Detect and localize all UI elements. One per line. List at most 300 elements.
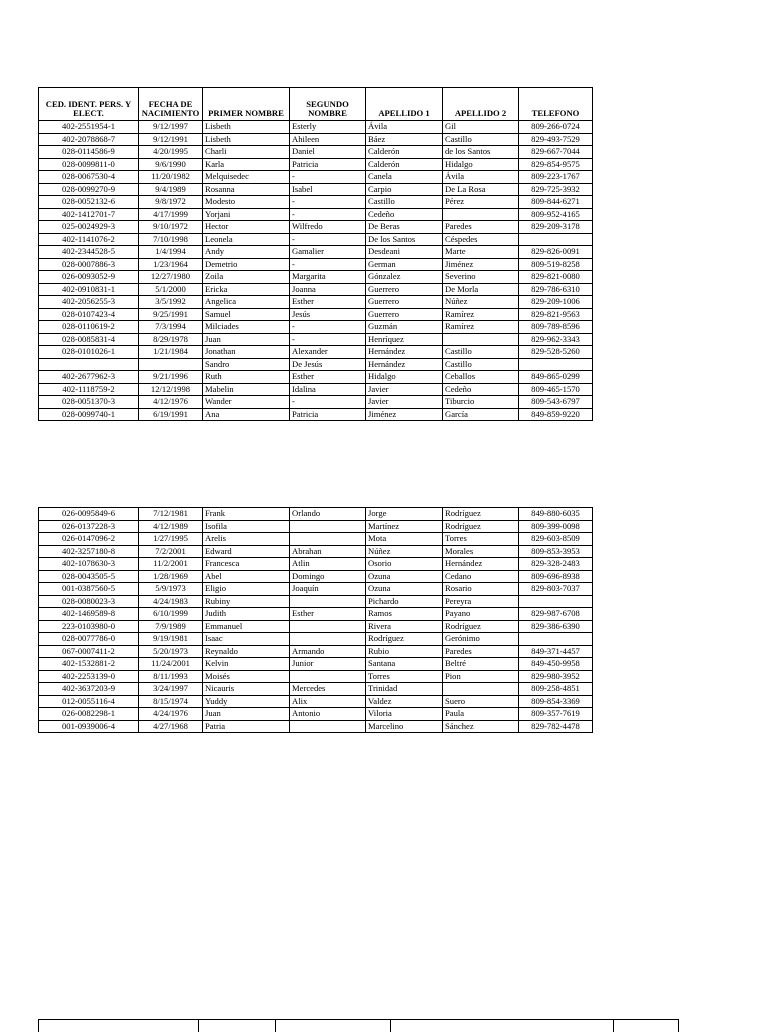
column-divider [390, 1020, 391, 1032]
cell-apellido-2: De La Rosa [443, 183, 519, 196]
cell-apellido-1: De los Santos [366, 233, 443, 246]
column-divider [613, 1020, 614, 1032]
cell-telefono [519, 595, 593, 608]
cell-primer-nombre: Emmanuel [203, 620, 290, 633]
cell-telefono: 849-865-0299 [519, 371, 593, 384]
cell-cedula: 402-2253139-0 [39, 670, 139, 683]
cell-apellido-2: Morales [443, 545, 519, 558]
cell-apellido-1: Javier [366, 383, 443, 396]
cell-apellido-1: Ozuna [366, 583, 443, 596]
cell-primer-nombre: Rubiny [203, 595, 290, 608]
cell-fecha-nacimiento: 7/9/1989 [139, 620, 203, 633]
cell-fecha-nacimiento: 3/24/1997 [139, 683, 203, 696]
cell-primer-nombre: Angelica [203, 296, 290, 309]
cell-apellido-1: Hernández [366, 358, 443, 371]
cell-telefono: 809-844-6271 [519, 196, 593, 209]
cell-apellido-1: Pichardo [366, 595, 443, 608]
table-row [39, 283, 593, 296]
cell-fecha-nacimiento: 1/4/1994 [139, 246, 203, 259]
cell-telefono [519, 233, 593, 246]
cell-fecha-nacimiento: 4/12/1976 [139, 396, 203, 409]
cell-cedula: 402-0910831-1 [39, 283, 139, 296]
cell-apellido-1: Jorge [366, 508, 443, 521]
cell-apellido-2: Rodríguez [443, 508, 519, 521]
cell-apellido-2: Castillo [443, 133, 519, 146]
table-row [39, 683, 593, 696]
table-row [39, 333, 593, 346]
cell-segundo-nombre: Abrahan [290, 545, 366, 558]
table-row [39, 308, 593, 321]
cell-primer-nombre: Hector [203, 221, 290, 234]
cell-segundo-nombre: Patricia [290, 158, 366, 171]
cell-primer-nombre: Abel [203, 570, 290, 583]
table-row [39, 146, 593, 159]
table-row [39, 583, 593, 596]
cell-segundo-nombre [290, 533, 366, 546]
cell-apellido-2: Suero [443, 695, 519, 708]
cell-apellido-1: Osorio [366, 558, 443, 571]
table-row [39, 396, 593, 409]
table-row [39, 233, 593, 246]
cell-apellido-1: Javier [366, 396, 443, 409]
cell-cedula: 028-0107423-4 [39, 308, 139, 321]
cell-telefono: 809-543-6797 [519, 396, 593, 409]
cell-apellido-2: Gerónimo [443, 633, 519, 646]
cell-fecha-nacimiento: 11/24/2001 [139, 658, 203, 671]
cell-cedula: 067-0007411-2 [39, 645, 139, 658]
cell-fecha-nacimiento: 1/23/1964 [139, 258, 203, 271]
cell-telefono: 809-952-4165 [519, 208, 593, 221]
cell-segundo-nombre [290, 595, 366, 608]
cell-primer-nombre: Modesto [203, 196, 290, 209]
cell-telefono: 809-266-0724 [519, 121, 593, 134]
cell-telefono: 829-987-6708 [519, 608, 593, 621]
cell-segundo-nombre: Esterly [290, 121, 366, 134]
cell-apellido-1: Henríquez [366, 333, 443, 346]
cell-fecha-nacimiento: 9/4/1989 [139, 183, 203, 196]
cell-cedula: 402-2677962-3 [39, 371, 139, 384]
cell-segundo-nombre: Margarita [290, 271, 366, 284]
cell-telefono: 809-465-1570 [519, 383, 593, 396]
cell-primer-nombre: Nicauris [203, 683, 290, 696]
cell-cedula: 028-0052132-6 [39, 196, 139, 209]
cell-cedula: 223-0103980-0 [39, 620, 139, 633]
cell-primer-nombre: Edward [203, 545, 290, 558]
cell-telefono: 829-725-3932 [519, 183, 593, 196]
records-table-3-top-edge [38, 1019, 679, 1032]
cell-cedula: 402-3257180-8 [39, 545, 139, 558]
cell-apellido-2: Hidalgo [443, 158, 519, 171]
cell-segundo-nombre: Alix [290, 695, 366, 708]
cell-cedula: 028-0110619-2 [39, 321, 139, 334]
cell-cedula: 028-0085831-4 [39, 333, 139, 346]
cell-fecha-nacimiento: 9/25/1991 [139, 308, 203, 321]
table-row [39, 620, 593, 633]
cell-apellido-2: Beltré [443, 658, 519, 671]
cell-segundo-nombre: - [290, 258, 366, 271]
cell-cedula: 402-1118759-2 [39, 383, 139, 396]
cell-primer-nombre: Juan [203, 708, 290, 721]
header-telefono: TELEFONO [519, 88, 593, 121]
cell-apellido-2: Paredes [443, 645, 519, 658]
cell-fecha-nacimiento: 9/19/1981 [139, 633, 203, 646]
cell-apellido-1: Marcelino [366, 720, 443, 733]
cell-telefono: 829-328-2483 [519, 558, 593, 571]
table-row [39, 183, 593, 196]
cell-apellido-1: Gónzalez [366, 271, 443, 284]
cell-cedula: 026-0093052-9 [39, 271, 139, 284]
table-row [39, 695, 593, 708]
cell-apellido-1: Calderón [366, 158, 443, 171]
cell-segundo-nombre: - [290, 196, 366, 209]
table-row [39, 570, 593, 583]
cell-segundo-nombre: Atlin [290, 558, 366, 571]
records-table-2 [38, 507, 593, 733]
cell-telefono: 849-450-9958 [519, 658, 593, 671]
cell-apellido-2 [443, 683, 519, 696]
table-row [39, 658, 593, 671]
cell-apellido-2: Sánchez [443, 720, 519, 733]
cell-cedula: 028-0051370-3 [39, 396, 139, 409]
cell-fecha-nacimiento: 5/20/1973 [139, 645, 203, 658]
table-row [39, 670, 593, 683]
cell-apellido-1: Guerrero [366, 308, 443, 321]
cell-apellido-2: De Morla [443, 283, 519, 296]
cell-fecha-nacimiento: 12/12/1998 [139, 383, 203, 396]
cell-primer-nombre: Arelis [203, 533, 290, 546]
cell-primer-nombre: Ana [203, 408, 290, 421]
cell-segundo-nombre: - [290, 208, 366, 221]
cell-fecha-nacimiento: 7/10/1998 [139, 233, 203, 246]
cell-telefono: 829-803-7037 [519, 583, 593, 596]
cell-primer-nombre: Wander [203, 396, 290, 409]
cell-telefono: 829-854-9575 [519, 158, 593, 171]
cell-segundo-nombre [290, 720, 366, 733]
cell-cedula: 028-0099740-1 [39, 408, 139, 421]
table-row [39, 358, 593, 371]
cell-apellido-1: Rodríguez [366, 633, 443, 646]
table-row [39, 708, 593, 721]
cell-telefono: 829-782-4478 [519, 720, 593, 733]
cell-primer-nombre: Melquisedec [203, 171, 290, 184]
cell-segundo-nombre: - [290, 171, 366, 184]
cell-primer-nombre: Jonathan [203, 346, 290, 359]
cell-telefono: 849-859-9220 [519, 408, 593, 421]
table-row [39, 196, 593, 209]
cell-apellido-1: Martínez [366, 520, 443, 533]
cell-cedula: 028-0043505-5 [39, 570, 139, 583]
cell-apellido-2: Rodríguez [443, 620, 519, 633]
cell-segundo-nombre: Alexander [290, 346, 366, 359]
cell-fecha-nacimiento: 6/19/1991 [139, 408, 203, 421]
table-row [39, 383, 593, 396]
cell-fecha-nacimiento: 4/24/1976 [139, 708, 203, 721]
cell-apellido-1: Rubio [366, 645, 443, 658]
cell-apellido-1: Torres [366, 670, 443, 683]
cell-primer-nombre: Mabelin [203, 383, 290, 396]
cell-fecha-nacimiento: 9/12/1991 [139, 133, 203, 146]
table-row [39, 633, 593, 646]
cell-segundo-nombre: Gamalier [290, 246, 366, 259]
cell-apellido-1: Calderón [366, 146, 443, 159]
cell-telefono: 829-493-7529 [519, 133, 593, 146]
cell-primer-nombre: Milciades [203, 321, 290, 334]
cell-cedula: 012-0055116-4 [39, 695, 139, 708]
cell-cedula: 001-0939006-4 [39, 720, 139, 733]
cell-segundo-nombre: - [290, 333, 366, 346]
column-divider [678, 1020, 679, 1032]
cell-segundo-nombre: Joaquín [290, 583, 366, 596]
cell-fecha-nacimiento: 4/20/1995 [139, 146, 203, 159]
cell-primer-nombre: Lisbeth [203, 121, 290, 134]
cell-fecha-nacimiento: 9/21/1996 [139, 371, 203, 384]
cell-primer-nombre: Yorjani [203, 208, 290, 221]
cell-primer-nombre: Yuddy [203, 695, 290, 708]
cell-apellido-1: Trinidad [366, 683, 443, 696]
cell-telefono [519, 358, 593, 371]
cell-cedula: 402-3637203-9 [39, 683, 139, 696]
cell-apellido-1: Carpio [366, 183, 443, 196]
cell-segundo-nombre [290, 520, 366, 533]
cell-telefono: 809-258-4851 [519, 683, 593, 696]
cell-cedula: 026-0095849-6 [39, 508, 139, 521]
table-row [39, 520, 593, 533]
table-row [39, 296, 593, 309]
cell-segundo-nombre [290, 620, 366, 633]
cell-telefono: 829-821-9563 [519, 308, 593, 321]
table-row [39, 346, 593, 359]
cell-apellido-1: Mota [366, 533, 443, 546]
cell-fecha-nacimiento: 9/6/1990 [139, 158, 203, 171]
cell-segundo-nombre: Junior [290, 658, 366, 671]
cell-apellido-2: Tiburcio [443, 396, 519, 409]
cell-apellido-1: Núñez [366, 545, 443, 558]
cell-cedula: 001-0387560-5 [39, 583, 139, 596]
cell-cedula: 402-2078868-7 [39, 133, 139, 146]
cell-cedula: 028-0101026-1 [39, 346, 139, 359]
cell-segundo-nombre: Armando [290, 645, 366, 658]
cell-apellido-1: Hernández [366, 346, 443, 359]
cell-fecha-nacimiento: 4/17/1999 [139, 208, 203, 221]
table-row [39, 645, 593, 658]
cell-apellido-2: García [443, 408, 519, 421]
cell-cedula: 402-1078630-3 [39, 558, 139, 571]
cell-apellido-1: Castillo [366, 196, 443, 209]
cell-apellido-1: Jiménez [366, 408, 443, 421]
cell-cedula: 402-1532881-2 [39, 658, 139, 671]
cell-segundo-nombre: Orlando [290, 508, 366, 521]
header-row [39, 88, 593, 121]
cell-cedula: 402-1469589-8 [39, 608, 139, 621]
cell-fecha-nacimiento: 1/28/1969 [139, 570, 203, 583]
cell-apellido-2: Cedeño [443, 383, 519, 396]
cell-telefono: 809-854-3369 [519, 695, 593, 708]
cell-cedula: 026-0082298-1 [39, 708, 139, 721]
table-row [39, 208, 593, 221]
cell-primer-nombre: Ruth [203, 371, 290, 384]
cell-apellido-2: Ramírez [443, 308, 519, 321]
cell-primer-nombre: Lisbeth [203, 133, 290, 146]
cell-telefono: 829-826-0091 [519, 246, 593, 259]
cell-primer-nombre: Eligio [203, 583, 290, 596]
cell-apellido-2: Pion [443, 670, 519, 683]
header-cedula: CED. IDENT. PERS. Y ELECT. [39, 88, 139, 121]
cell-telefono: 829-386-6390 [519, 620, 593, 633]
cell-segundo-nombre: Mercedes [290, 683, 366, 696]
cell-primer-nombre: Patria [203, 720, 290, 733]
table-row [39, 121, 593, 134]
cell-cedula: 028-0007886-3 [39, 258, 139, 271]
cell-apellido-1: Ramos [366, 608, 443, 621]
cell-apellido-1: Valdez [366, 695, 443, 708]
cell-primer-nombre: Judith [203, 608, 290, 621]
column-divider [275, 1020, 276, 1032]
cell-segundo-nombre [290, 633, 366, 646]
cell-apellido-2: Rosario [443, 583, 519, 596]
cell-apellido-2: Gil [443, 121, 519, 134]
cell-cedula: 025-0024929-3 [39, 221, 139, 234]
cell-segundo-nombre: Esther [290, 296, 366, 309]
cell-apellido-2: Marte [443, 246, 519, 259]
table-row [39, 221, 593, 234]
cell-telefono: 809-399-0098 [519, 520, 593, 533]
cell-segundo-nombre: De Jesús [290, 358, 366, 371]
cell-segundo-nombre: Joanna [290, 283, 366, 296]
table-row [39, 258, 593, 271]
cell-telefono: 809-357-7619 [519, 708, 593, 721]
cell-fecha-nacimiento: 7/12/1981 [139, 508, 203, 521]
cell-primer-nombre: Juan [203, 333, 290, 346]
cell-primer-nombre: Moisés [203, 670, 290, 683]
cell-telefono: 829-209-1006 [519, 296, 593, 309]
cell-fecha-nacimiento: 3/5/1992 [139, 296, 203, 309]
cell-primer-nombre: Ericka [203, 283, 290, 296]
cell-apellido-1: Rivera [366, 620, 443, 633]
cell-fecha-nacimiento: 7/3/1994 [139, 321, 203, 334]
cell-segundo-nombre: Jesús [290, 308, 366, 321]
cell-cedula: 028-0080023-3 [39, 595, 139, 608]
cell-cedula: 402-2344528-5 [39, 246, 139, 259]
column-divider [198, 1020, 199, 1032]
cell-fecha-nacimiento: 8/29/1978 [139, 333, 203, 346]
cell-segundo-nombre: - [290, 233, 366, 246]
cell-apellido-2: Rodríguez [443, 520, 519, 533]
cell-segundo-nombre: Idalina [290, 383, 366, 396]
cell-fecha-nacimiento: 8/15/1974 [139, 695, 203, 708]
cell-fecha-nacimiento: 11/20/1982 [139, 171, 203, 184]
cell-apellido-2: Hernández [443, 558, 519, 571]
cell-apellido-2: Paredes [443, 221, 519, 234]
cell-segundo-nombre: - [290, 396, 366, 409]
cell-apellido-1: Viloria [366, 708, 443, 721]
cell-apellido-1: Ozuna [366, 570, 443, 583]
cell-fecha-nacimiento: 1/27/1995 [139, 533, 203, 546]
cell-telefono: 829-962-3343 [519, 333, 593, 346]
cell-primer-nombre: Kelvin [203, 658, 290, 671]
cell-apellido-2: Ávila [443, 171, 519, 184]
cell-apellido-1: German [366, 258, 443, 271]
cell-apellido-2: de los Santos [443, 146, 519, 159]
cell-apellido-2 [443, 208, 519, 221]
cell-telefono: 809-519-8258 [519, 258, 593, 271]
cell-segundo-nombre: Patricia [290, 408, 366, 421]
cell-fecha-nacimiento: 9/12/1997 [139, 121, 203, 134]
cell-cedula [39, 358, 139, 371]
cell-primer-nombre: Leonela [203, 233, 290, 246]
records-table-1 [38, 87, 593, 421]
table-row [39, 246, 593, 259]
cell-telefono: 829-528-5260 [519, 346, 593, 359]
cell-fecha-nacimiento: 9/10/1972 [139, 221, 203, 234]
cell-apellido-1: Santana [366, 658, 443, 671]
cell-apellido-2: Céspedes [443, 233, 519, 246]
cell-fecha-nacimiento: 5/9/1973 [139, 583, 203, 596]
header-primer-nombre: PRIMER NOMBRE [203, 88, 290, 121]
cell-apellido-1: Guerrero [366, 283, 443, 296]
cell-apellido-2: Pérez [443, 196, 519, 209]
cell-apellido-2: Ceballos [443, 371, 519, 384]
cell-apellido-1: Ávila [366, 121, 443, 134]
cell-cedula: 028-0114586-9 [39, 146, 139, 159]
cell-fecha-nacimiento: 4/27/1968 [139, 720, 203, 733]
cell-apellido-2: Payano [443, 608, 519, 621]
table-row [39, 171, 593, 184]
cell-fecha-nacimiento: 12/27/1980 [139, 271, 203, 284]
cell-fecha-nacimiento: 7/2/2001 [139, 545, 203, 558]
cell-primer-nombre: Reynaldo [203, 645, 290, 658]
cell-apellido-1: Guerrero [366, 296, 443, 309]
cell-telefono: 809-789-8596 [519, 321, 593, 334]
cell-fecha-nacimiento: 5/1/2000 [139, 283, 203, 296]
cell-fecha-nacimiento [139, 358, 203, 371]
cell-telefono: 849-880-6035 [519, 508, 593, 521]
cell-fecha-nacimiento: 4/24/1983 [139, 595, 203, 608]
cell-telefono: 829-603-8509 [519, 533, 593, 546]
cell-telefono: 829-786-6310 [519, 283, 593, 296]
cell-apellido-1: Cedeño [366, 208, 443, 221]
header-fecha-nacimiento: FECHA DE NACIMIENTO [139, 88, 203, 121]
cell-primer-nombre: Demetrio [203, 258, 290, 271]
cell-apellido-1: De Beras [366, 221, 443, 234]
cell-primer-nombre: Sandro [203, 358, 290, 371]
cell-apellido-1: Báez [366, 133, 443, 146]
cell-primer-nombre: Isofila [203, 520, 290, 533]
cell-segundo-nombre: Daniel [290, 146, 366, 159]
cell-cedula: 028-0099270-9 [39, 183, 139, 196]
cell-cedula: 028-0099811-0 [39, 158, 139, 171]
table-row [39, 608, 593, 621]
table-row [39, 545, 593, 558]
cell-segundo-nombre: Wilfredo [290, 221, 366, 234]
table-row [39, 720, 593, 733]
cell-segundo-nombre: Domingo [290, 570, 366, 583]
cell-primer-nombre: Karla [203, 158, 290, 171]
cell-telefono: 829-980-3952 [519, 670, 593, 683]
cell-primer-nombre: Andy [203, 246, 290, 259]
cell-apellido-2: Torres [443, 533, 519, 546]
cell-cedula: 402-2551954-1 [39, 121, 139, 134]
cell-telefono: 809-696-8938 [519, 570, 593, 583]
cell-apellido-2: Castillo [443, 358, 519, 371]
cell-cedula: 028-0077786-0 [39, 633, 139, 646]
table-row [39, 595, 593, 608]
cell-telefono: 809-853-3953 [519, 545, 593, 558]
header-segundo-nombre: SEGUNDO NOMBRE [290, 88, 366, 121]
cell-apellido-2: Ramírez [443, 321, 519, 334]
cell-primer-nombre: Samuel [203, 308, 290, 321]
table-row [39, 408, 593, 421]
cell-telefono: 849-371-4457 [519, 645, 593, 658]
